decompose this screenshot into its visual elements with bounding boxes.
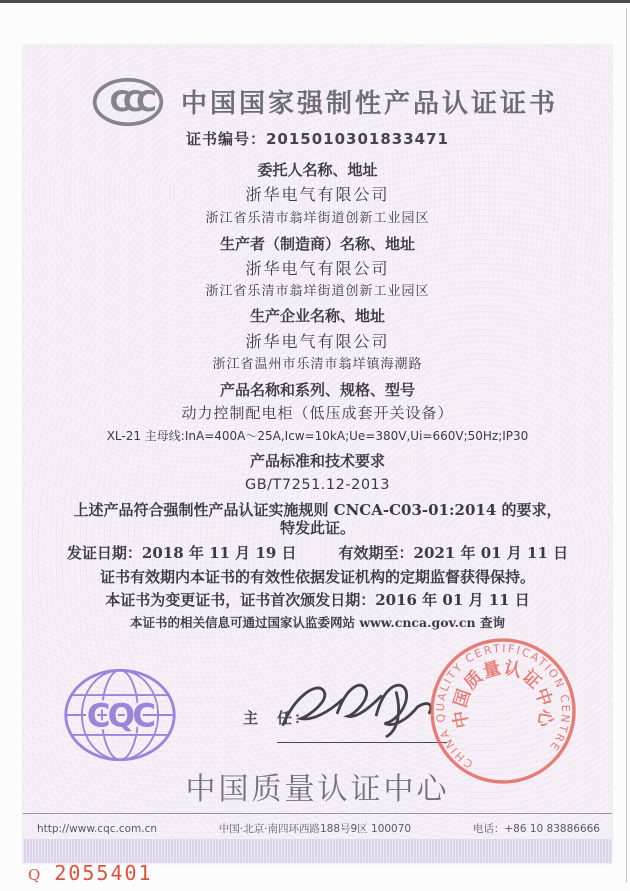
product-spec: XL-21 主母线:InA=400A～25A,Icw=10kA;Ue=380V,Ui=660V;50Hz;IP30	[106, 429, 529, 443]
cqc-logo-icon	[61, 665, 179, 765]
info-note: 本证书的相关信息可通过国家认监委网站 www.cnca.gov.cn 查询	[130, 615, 505, 630]
footer-phone: 电话：+86 10 83886666	[472, 823, 600, 835]
change-note: 本证书为变更证书，证书首次颁发日期：2016 年 01 月 11 日	[105, 591, 530, 609]
factory-address: 浙江省温州市乐清市翁垟镇海潮路	[212, 357, 423, 372]
producer-section-label: 生产者（制造商）名称、地址	[219, 235, 415, 253]
seal-english-text: CHINA QUALITY CERTIFICATION CENTRE	[433, 641, 573, 771]
issue-date: 发证日期：2018 年 11 月 19 日	[66, 544, 297, 562]
certificate-title: 中国国家强制性产品认证证书	[181, 89, 559, 119]
svg-text:CQC: CQC	[86, 696, 154, 735]
valid-until-date: 有效期至：2021 年 01 月 11 日	[338, 544, 569, 562]
signature-line	[277, 742, 447, 743]
serial-prefix: Q	[28, 866, 41, 884]
compliance-statement-line1: 上述产品符合强制性产品认证实施规则 CNCA-C03-01:2014 的要求，	[73, 501, 562, 519]
applicant-section-label: 委托人名称、地址	[257, 161, 378, 179]
applicant-address: 浙江省乐清市翁垟街道创新工业园区	[205, 211, 430, 226]
director-label: 主 任：	[243, 709, 312, 727]
cqc-red-seal	[428, 636, 578, 786]
director-signature	[275, 675, 447, 741]
product-name: 动力控制配电柜（低压成套开关设备）	[181, 404, 454, 422]
certificate-number-value: 2015010301833471	[266, 130, 449, 148]
certificate-number-label: 证书编号：	[185, 130, 266, 148]
applicant-name: 浙华电气有限公司	[245, 185, 390, 204]
serial-number	[28, 861, 153, 885]
compliance-statement-line2: 特发此证。	[279, 519, 355, 537]
footer-website: http://www.cqc.com.cn	[37, 823, 158, 835]
issuer-name: 中国质量认证中心	[185, 772, 450, 807]
factory-section-label: 生产企业名称、地址	[249, 307, 385, 325]
seal-chinese-text: 中国质量认证中心	[450, 658, 556, 730]
validity-note: 证书有效期内本证书的有效性依据发证机构的定期监督获得保持。	[99, 568, 535, 586]
certificate-page	[23, 45, 612, 863]
scan-edge-top	[0, 0, 630, 3]
decorative-band	[23, 839, 612, 863]
factory-name: 浙华电气有限公司	[245, 332, 390, 351]
product-section-label: 产品名称和系列、规格、型号	[219, 381, 415, 399]
dates-row	[23, 544, 612, 563]
serial-digits: 2055401	[54, 861, 153, 885]
ccc-mark-icon	[91, 76, 165, 128]
producer-name: 浙华电气有限公司	[245, 259, 390, 278]
standard-section-label: 产品标准和技术要求	[249, 452, 385, 470]
standard-code: GB/T7251.12-2013	[244, 477, 391, 493]
svg-text:CCC: CCC	[109, 85, 150, 119]
footer-divider	[23, 813, 612, 814]
footer-bar	[23, 821, 612, 836]
producer-address: 浙江省乐清市翁垟街道创新工业园区	[205, 284, 430, 299]
certificate-number-row	[23, 130, 612, 149]
scan-edge-right	[626, 8, 627, 883]
footer-address: 中国·北京·南四环西路188号9区 100070	[218, 823, 412, 835]
